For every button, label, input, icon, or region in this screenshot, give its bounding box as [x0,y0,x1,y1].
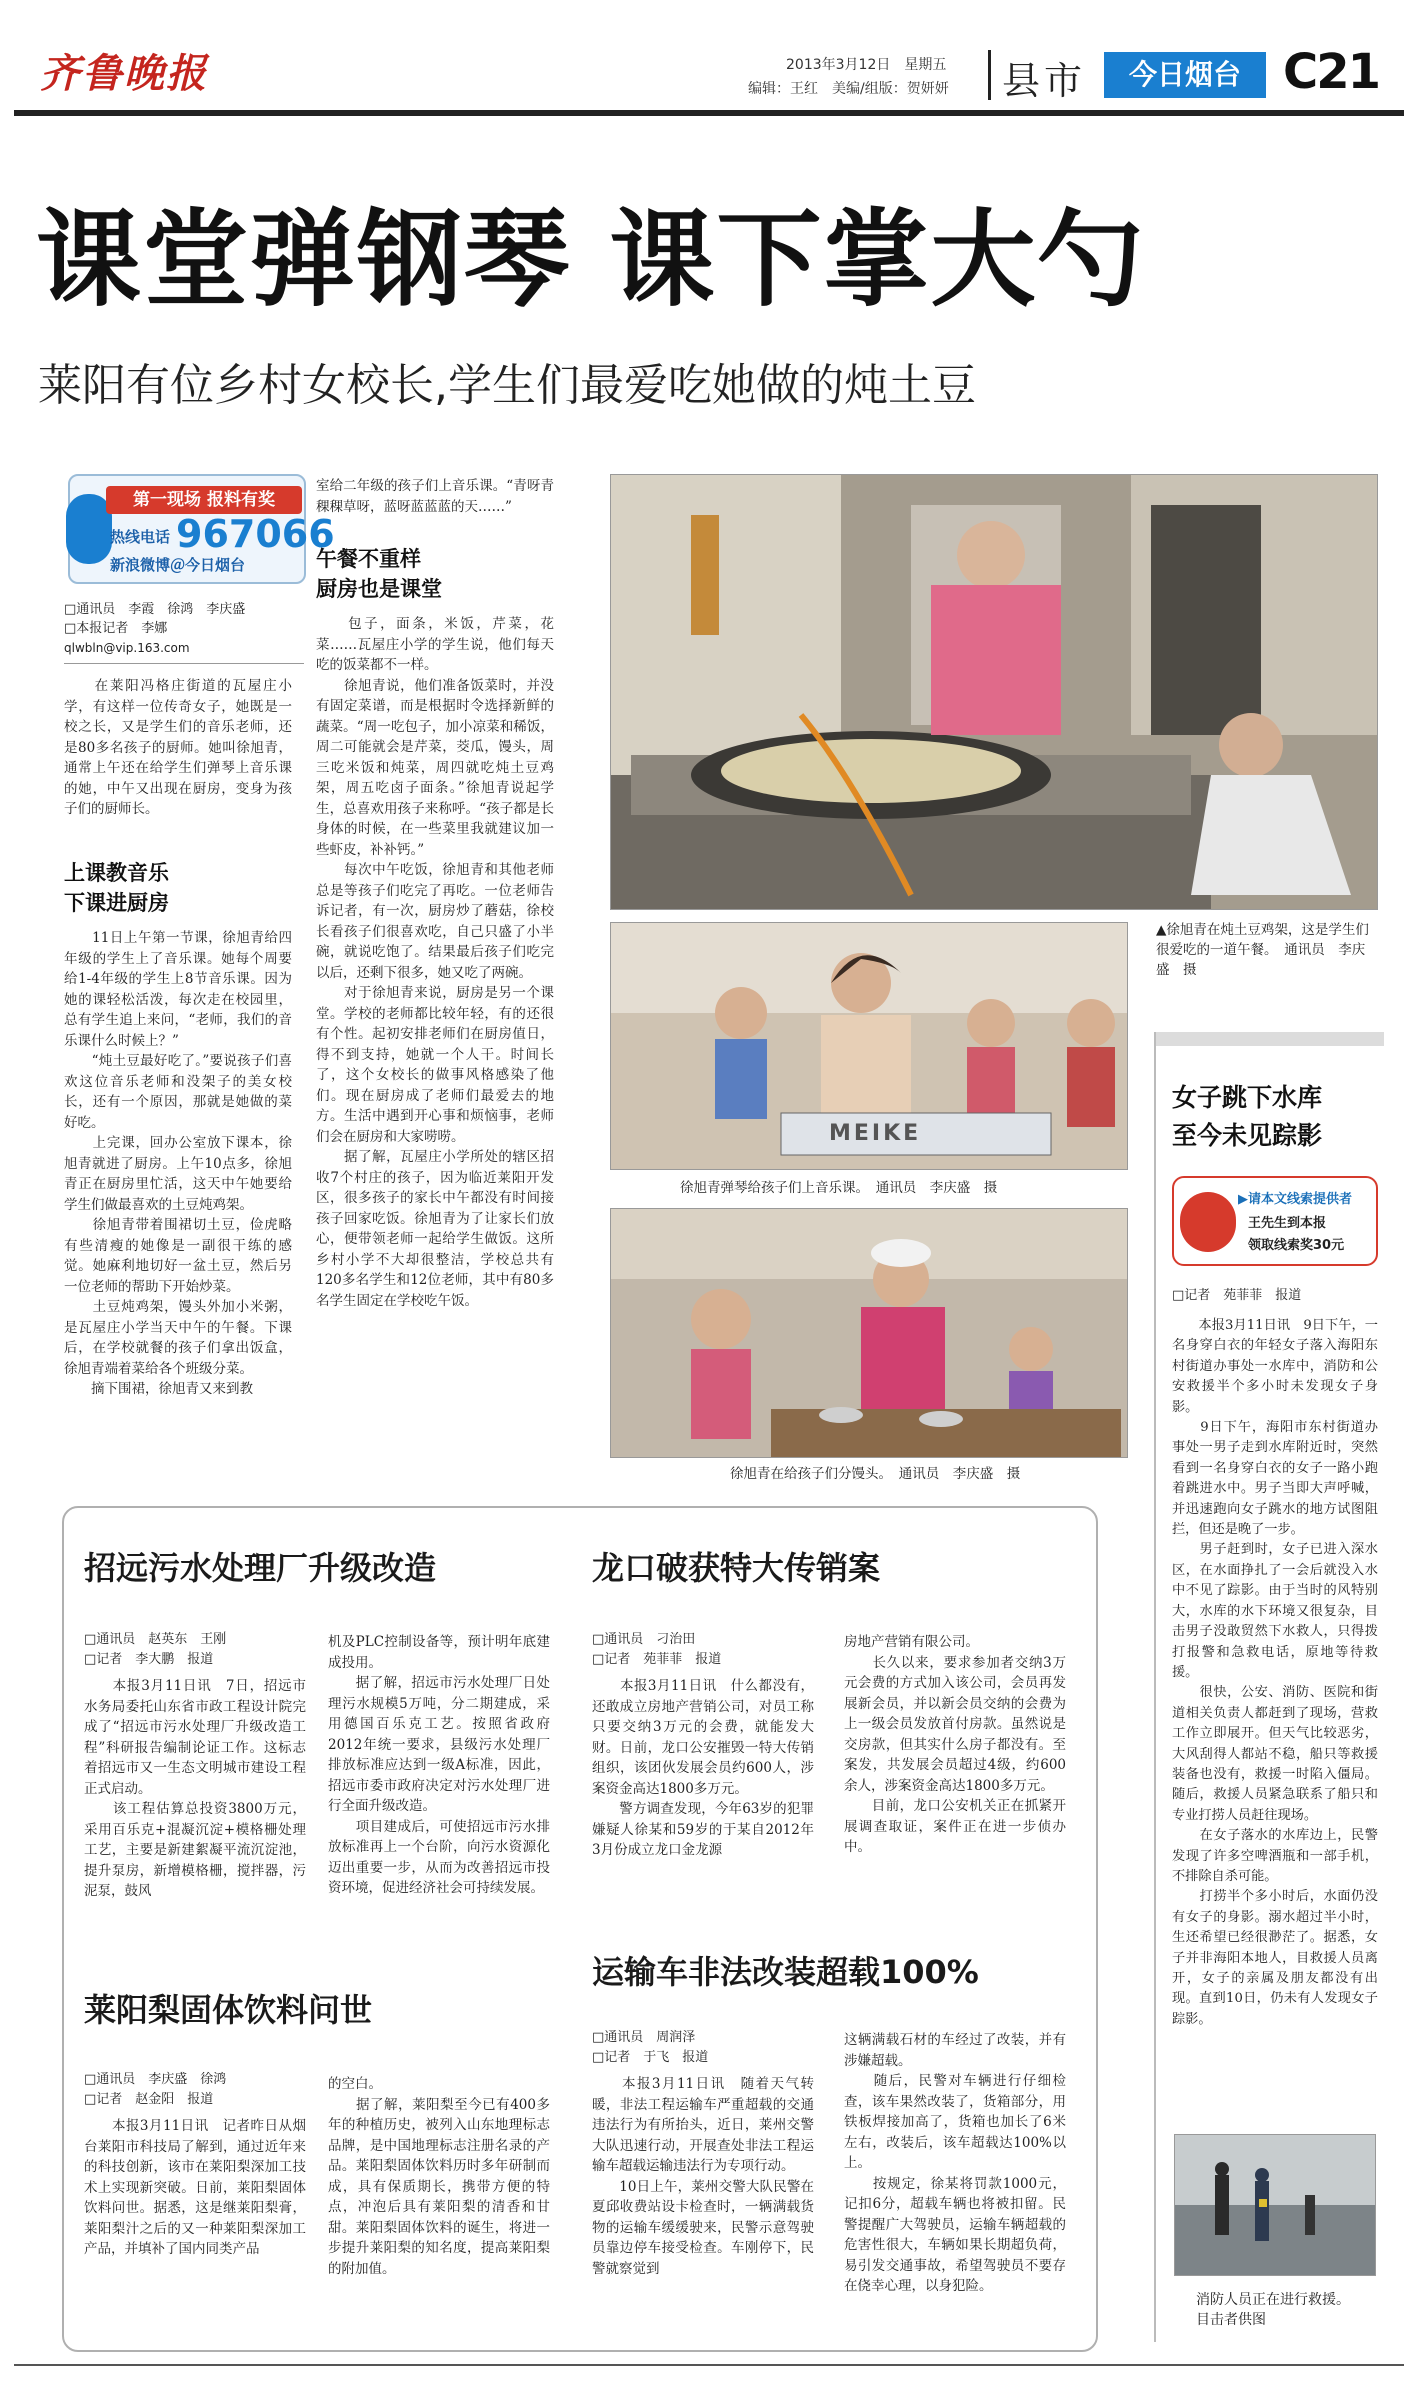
photo-piano [610,922,1128,1170]
hotline-box [68,474,335,584]
telephone-icon [1180,1192,1236,1252]
lead-credit-2: □本报记者 李娜 [64,621,168,636]
right-credit: □记者 苑菲菲 报道 [1172,1288,1302,1303]
masthead [0,0,1417,120]
rescue-scene [1175,2135,1376,2276]
caption-piano: 徐旭青弹琴给孩子们上音乐课。 通讯员 李庆盛 摄 [680,1180,998,1196]
photo-mantou [610,1208,1128,1458]
editor-line: 编辑：王红 美编/组版：贺妍妍 [748,81,949,97]
news-2-credit-2: □记者 苑菲菲 报道 [592,1652,722,1667]
subhead-1b: 下课进厨房 [64,891,169,915]
hotline-label: 热线电话 [110,528,171,546]
news-2-credit-1: □通讯员 刁治田 [592,1632,696,1647]
right-body: 本报3月11日讯 9日下午，一名身穿白衣的年轻女子落入海阳东村街道办事处一水库中，消防和公安救援半个多小时未发现女子身影。 9日下午，海阳市东村街道办事处一男子走到水库附近时，突然看到一名身穿白衣的女子一路小跑着跳进水中。男子当即大声呼喊，并迅速跑向女子跳水的地方试图阻拦，但还是晚了一步。 男子赶到时，女子已进入深水区，在水面挣扎了一会后就没入水中不见了踪影。由于当时的风特别大，水库的水下环境又很复杂，目击男子没敢贸然下水救人，只得拨打报警和急救电话，原地等待救援。 很快，公安、消防、医院和街道相关负责人都赶到了现场，营救工作立即展开。但天气比较恶劣，大风刮得人都站不稳，船只等救援装备也没有，救援一时陷入僵局。随后，救援人员紧急联系了船只和专业打捞人员赶往现场。 在女子落水的水库边上，民警发现了许多空啤酒瓶和一部手机，不排除自杀可能。 打捞半个多小时后，水面仍没有女子的身影。溺水超过半小时，生还希望已经很渺茫了。据悉，女子并非海阳本地人，目救援人员离开，女子的亲属及朋友都没有出现。直到10日，仍未有人发现女子踪影。 [1172,1318,1378,2027]
kitchen-scene [611,475,1378,910]
lead-col2-top: 室给二年级的孩子们上音乐课。“青呀青稞稞草呀，蓝呀蓝蓝蓝的天……” [316,478,554,515]
section-label: 县市 [1002,59,1087,103]
news-2-col-1: 本报3月11日讯 什么都没有，还敢成立房地产营销公司，对员工称只要交纳3万元的会费，就能发大财。日前，龙口公安摧毁一特大传销组织，该团伙发展会员约600人，涉案资金高达1800多万元。 警方调查发现，今年63岁的犯罪嫌疑人徐某和59岁的于某自2012年3月份成立龙口金龙源 [592,1678,814,1858]
email-rule [64,663,304,664]
news-1-col-2: 机及PLC控制设备等，预计明年底建成投用。 据了解，招远市污水处理厂日处理污水规模5万吨，分二期建成，采用德国百乐克工艺。按照省政府2012年统一要求，县级污水处理厂排放标准应达到一级A标准，因此，招远市委市政府决定对污水处理厂进行全面升级改造。 项目建成后，可使招远市污水排放标准再上一个台阶，向污水资源化迈出重要一步，从而为改善招远市投资环境，促进经济社会可持续发展。 [328,1634,550,1896]
mantou-scene [611,1209,1128,1458]
news-3-credit-1: □通讯员 李庆盛 徐鸿 [84,2072,227,2087]
tip-line-2: 王先生到本报 [1248,1216,1327,1231]
photo-kitchen [610,474,1378,910]
subhead-1a: 上课教音乐 [64,861,169,885]
weibo-handle: 新浪微博＠今日烟台 [110,556,246,574]
news-4-col-1: 本报3月11日讯 随着天气转暖，非法工程运输车严重超载的交通违法行为有所抬头，近日，莱州交警大队迅速行动，开展查处非法工程运输车超载运输违法行为专项行动。 10日上午，莱州交警大队民警在夏邱收费站设卡检查时，一辆满载货物的运输车缓缓驶来，民警示意驾驶员靠边停车接受检查。车刚停下，民警就察觉到 [592,2076,814,2277]
right-title-a: 女子跳下水库 [1172,1083,1323,1112]
lead-email: qlwbln@vip.163.com [64,641,190,655]
caption-kitchen: ▲徐旭青在炖土豆鸡架，这是学生们很爱吃的一道午餐。 通讯员 李庆盛 摄 [1156,922,1369,978]
news-1-credit-2: □记者 李大鹏 报道 [84,1652,214,1667]
news-3-credit-2: □记者 赵金阳 报道 [84,2092,214,2107]
hotline-number: 967066 [176,512,335,556]
lead-col1-body: 11日上午第一节课，徐旭青给四年级的学生上了音乐课。她每个周要给1-4年级的学生上8节音乐课。因为她的课轻松活泼，每次走在校园里，总有学生追上来问，“老师，我们的音乐课什么时候上？” “炖土豆最好吃了。”要说孩子们喜欢这位音乐老师和没架子的美女校长，还有一个原因，那就是她做的菜好吃。 上完课，回办公室放下课本，徐旭青就进了厨房。上午10点多，徐旭青正在厨房里忙活，这天中午她要给学生们做最喜欢的土豆炖鸡架。 徐旭青带着围裙切土豆，俭虎略有些清瘦的她像是一副很干练的感觉。她麻利地切好一盆土豆，然后另一位老师的帮助下开始炒菜。 土豆炖鸡架，馒头外加小米粥，是瓦屋庄小学当天中午的午餐。下课后，在学校就餐的孩子们拿出饭盒，徐旭青端着菜给各个班级分菜。 摘下围裙，徐旭青又来到教 [64,930,292,1397]
subhead-2a: 午餐不重样 [316,547,421,571]
news-3-col-2: 的空白。 据了解，莱阳梨至今已有400多年的种植历史，被列入山东地理标志品牌，是中国地理标志注册名录的产品。莱阳梨固体饮料历时多年研制而成，具有保质期长，携带方便的特点，冲泡后具有莱阳梨的清香和甘甜。莱阳梨固体饮料的诞生，将进一步提升莱阳梨的知名度，提高莱阳梨的附加值。 [328,2076,550,2277]
masthead-rule [14,110,1404,116]
right-title-b: 至今未见踪影 [1172,1121,1323,1150]
hotline-slogan: 第一现场 报料有奖 [106,486,302,514]
lead-subtitle: 莱阳有位乡村女校长,学生们最爱吃她做的炖土豆 [38,360,976,411]
news-1-title: 招远污水处理厂升级改造 [84,1549,437,1587]
news-4-credit-1: □通讯员 周润泽 [592,2030,696,2045]
news-4-credit-2: □记者 于飞 报道 [592,2050,709,2065]
news-3-col-1: 本报3月11日讯 记者昨日从烟台莱阳市科技局了解到，通过近年来的科技创新，该市在莱阳梨深加工技术上实现新突破。日前，莱阳梨固体饮料问世。据悉，这是继莱阳梨膏，莱阳梨汁之后的又一种莱阳梨深加工产品，并填补了国内同类产品 [84,2118,306,2257]
news-2-col-2: 房地产营销有限公司。 长久以来，要求参加者交纳3万元会费的方式加入该公司，会员再发展新会员，并以新会员交纳的会费为上一级会员发放首付房款。虽然说是交房款，但其实什么房子都没有。至案发，共发展会员超过4级，约600余人，涉案资金高达1800多万元。 目前，龙口公安机关正在抓紧开展调查取证，案件正在进一步侦办中。 [844,1634,1066,1855]
newspaper-logo: 齐鲁晚报 [40,50,208,97]
news-1-col-1: 本报3月11日讯 7日，招远市水务局委托山东省市政工程设计院完成了“招远市污水处理厂升级改造工程”科研报告编制论证工作。这标志着招远市又一生态文明城市建设工程正式启动。 该工程估算总投资3800万元，采用百乐克+混凝沉淀+模格栅处理工艺，主要是新建絮凝平流沉淀池，提升泵房，新增模格栅，搅拌器，污泥泵，鼓风 [84,1678,306,1899]
tip-box [1172,1176,1378,1266]
caption-mantou: 徐旭青在给孩子们分馒头。 通讯员 李庆盛 摄 [730,1466,1021,1482]
page-number: C21 [1283,44,1380,100]
lead-intro: 在莱阳冯格庄街道的瓦屋庄小学，有这样一位传奇女子，她既是一校之长，又是学生们的音乐老师，还是80多名孩子的厨师。她叫徐旭青，通常上午还在给学生们弹琴上音乐课的她，中午又出现在厨房，变身为孩子们的厨师长。 [64,678,292,817]
news-3-title: 莱阳梨固体饮料问世 [84,1991,373,2029]
news-2-title: 龙口破获特大传销案 [592,1549,881,1587]
caption-rescue: 消防人员正在进行救援。 目击者供图 [1196,2292,1350,2328]
tip-line-1: ▶请本文线索提供者 [1238,1192,1352,1207]
masthead-divider [988,50,991,100]
tip-line-3: 领取线索奖30元 [1248,1238,1345,1253]
piano-brand: MEIKE [829,1121,922,1146]
subsection-badge: 今日烟台 [1104,52,1266,98]
right-topbar [1156,1032,1384,1046]
news-1-credit-1: □通讯员 赵英东 王刚 [84,1632,227,1647]
issue-date: 2013年3月12日 星期五 [786,57,947,73]
footer-rule [14,2364,1404,2366]
lead-col2-body: 包子，面条，米饭，芹菜，花菜……瓦屋庄小学的学生说，他们每天吃的饭菜都不一样。 徐旭青说，他们准备饭菜时，并没有固定菜谱，而是根据时令选择新鲜的蔬菜。“周一吃包子，加小凉菜和稀饭，周二可能就会是芹菜，茭瓜，馒头，周三吃米饭和炖菜，周四就吃炖土豆鸡架，周五吃卤子面条。”徐旭青说起学生，总喜欢用孩子来称呼。“孩子都是长身体的时候，在一些菜里我就建议加一些虾皮，补补钙。” 每次中午吃饭，徐旭青和其他老师总是等孩子们吃完了再吃。一位老师告诉记者，有一次，厨房炒了蘑菇，徐校长看孩子们很喜欢吃，自己只盛了小半碗，就说吃饱了。结果最后孩子们吃完以后，还剩下很多，她又吃了两碗。 对于徐旭青来说，厨房是另一个课堂。学校的老师都比较年轻，有的还很有个性。起初安排老师们在厨房值日，得不到支持，她就一个人干。时间长了，这个女校长的做事风格感染了他们。现在厨房成了老师们最爱去的地方。生活中遇到开心事和烦恼事，老师们会在厨房和大家唠唠。 据了解，瓦屋庄小学所处的辖区招收7个村庄的孩子，因为临近莱阳开发区，很多孩子的家长中午都没有时间接孩子回家吃饭。徐旭青为了让家长们放心，便带领老师一起给学生做饭。这所乡村小学不大却很整洁，学校总共有120多名学生和12位老师，其中有80多名学生固定在学校吃午饭。 [316,616,554,1309]
subhead-2b: 厨房也是课堂 [316,577,442,601]
news-4-title: 运输车非法改装超载100% [592,1953,979,1991]
news-4-col-2: 这辆满载石材的车经过了改装，并有涉嫌超载。 随后，民警对车辆进行仔细检查，该车果然改装了，货箱部分，用铁板焊接加高了，货箱也加长了6米左右，改装后，该车超载达100%以上。 按规定，徐某将罚款1000元，记扣6分，超载车辆也将被扣留。民警提醒广大驾驶员，运输车辆超载的危害性很大，车辆如果长期超负荷，易引发交通事故，希望驾驶员不要存在侥幸心理，以身犯险。 [844,2032,1066,2294]
lead-title: 课堂弹钢琴 课下掌大勺 [36,199,1145,321]
lead-credit-1: □通讯员 李霞 徐鸿 李庆盛 [64,602,246,617]
photo-rescue [1174,2134,1376,2276]
